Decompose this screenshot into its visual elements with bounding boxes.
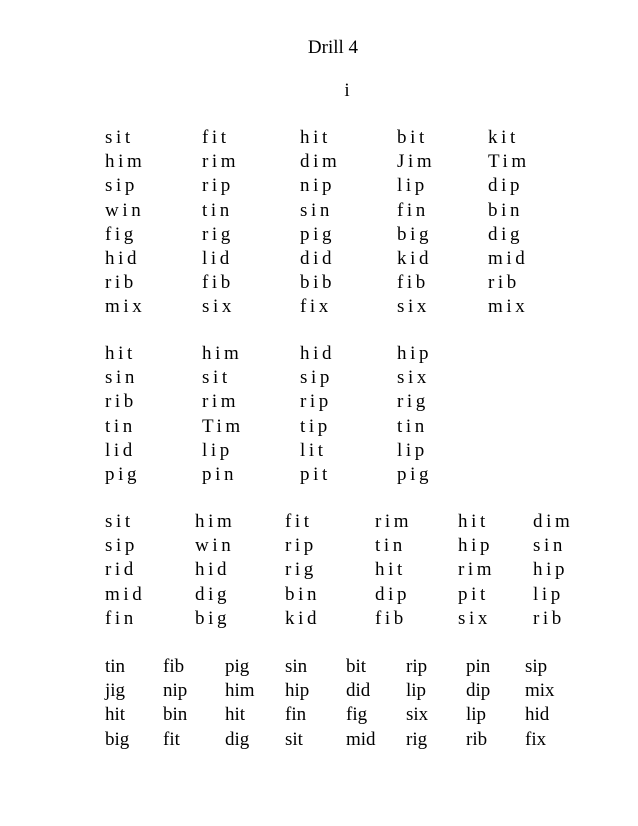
- word-cell: hit: [300, 127, 331, 148]
- word-cell: six: [397, 296, 430, 318]
- word-cell: fix: [300, 296, 332, 318]
- word-cell: sin: [300, 199, 333, 221]
- word-cell: rip: [285, 535, 317, 557]
- word-cell: fib: [202, 272, 234, 294]
- word-cell: big: [195, 607, 231, 629]
- word-cell: lip: [466, 704, 487, 726]
- word-cell: dip: [488, 175, 524, 197]
- word-cell: rim: [202, 151, 240, 173]
- word-cell: rib: [533, 607, 565, 629]
- word-cell: dip: [466, 680, 491, 702]
- word-cell: pit: [300, 463, 331, 485]
- word-cell: kid: [285, 607, 321, 629]
- vowel-heading: i: [344, 80, 350, 101]
- word-cell: hip: [397, 343, 433, 364]
- word-cell: him: [225, 680, 255, 702]
- word-cell: six: [458, 607, 491, 629]
- word-cell: bin: [488, 199, 524, 221]
- word-cell: fin: [397, 199, 429, 221]
- page-title: Drill 4: [307, 37, 359, 58]
- word-cell: rib: [105, 272, 137, 294]
- word-cell: fix: [525, 728, 547, 750]
- word-cell: fib: [163, 656, 185, 677]
- word-cell: tin: [105, 415, 136, 437]
- word-cell: rib: [488, 272, 520, 294]
- word-cell: mix: [488, 296, 529, 318]
- word-cell: mix: [105, 296, 146, 318]
- word-cell: hit: [458, 511, 489, 532]
- word-cell: fit: [202, 127, 230, 148]
- word-cell: him: [202, 343, 243, 364]
- word-cell: rim: [458, 559, 496, 581]
- word-cell: lip: [397, 175, 428, 197]
- word-cell: mid: [105, 583, 146, 605]
- word-cell: hit: [375, 559, 406, 581]
- word-cell: dig: [195, 583, 231, 605]
- word-cell: tin: [105, 656, 126, 677]
- word-cell: lip: [406, 680, 427, 702]
- word-cell: rip: [300, 391, 332, 413]
- word-cell: lip: [533, 583, 564, 605]
- word-cell: big: [397, 223, 433, 245]
- word-cell: sip: [525, 656, 548, 677]
- word-cell: sit: [105, 127, 134, 148]
- word-cell: fit: [163, 728, 180, 750]
- word-cell: did: [300, 247, 336, 269]
- word-cell: six: [202, 296, 235, 318]
- word-cell: tin: [375, 535, 406, 557]
- word-cell: nip: [163, 680, 188, 702]
- word-cell: rim: [202, 391, 240, 413]
- word-cell: sip: [300, 367, 333, 389]
- word-cell: nip: [300, 175, 336, 197]
- word-cell: rig: [202, 223, 234, 245]
- word-cell: sin: [285, 656, 308, 677]
- word-cell: mix: [525, 680, 555, 702]
- word-cell: lip: [397, 439, 428, 461]
- word-cell: Tim: [202, 415, 244, 437]
- word-cell: mid: [346, 728, 376, 750]
- word-cell: rid: [105, 559, 137, 581]
- word-cell: pin: [466, 656, 491, 677]
- word-cell: fib: [397, 272, 429, 294]
- word-cell: sit: [202, 367, 231, 389]
- word-cell: bib: [300, 272, 336, 294]
- word-cell: pig: [300, 223, 336, 245]
- word-cell: hid: [300, 343, 336, 364]
- word-cell: him: [195, 511, 236, 532]
- word-cell: lip: [202, 439, 233, 461]
- word-cell: hit: [105, 704, 126, 726]
- word-cell: fig: [346, 704, 368, 726]
- word-cell: hid: [195, 559, 231, 581]
- word-cell: Tim: [488, 151, 530, 173]
- word-cell: fin: [105, 607, 137, 629]
- word-cell: rip: [406, 656, 428, 677]
- word-cell: sit: [285, 728, 303, 750]
- word-cell: six: [406, 704, 429, 726]
- word-cell: win: [105, 199, 145, 221]
- word-cell: fig: [105, 223, 137, 245]
- word-cell: hit: [225, 704, 246, 726]
- word-cell: hit: [105, 343, 136, 364]
- word-cell: tip: [300, 415, 331, 437]
- word-cell: rip: [202, 175, 234, 197]
- word-cell: did: [346, 680, 371, 702]
- word-cell: dip: [375, 583, 411, 605]
- word-cell: mid: [488, 247, 529, 269]
- word-cell: hip: [458, 535, 494, 557]
- word-cell: rib: [105, 391, 137, 413]
- word-cell: pig: [397, 463, 433, 485]
- word-cell: sin: [533, 535, 566, 557]
- word-cell: jig: [105, 680, 126, 702]
- word-cell: rig: [285, 559, 317, 581]
- word-cell: Jim: [397, 151, 436, 173]
- word-cell: pit: [458, 583, 489, 605]
- word-cell: six: [397, 367, 430, 389]
- word-cell: hid: [105, 247, 141, 269]
- word-cell: bin: [163, 704, 188, 726]
- word-cell: win: [195, 535, 235, 557]
- word-cell: rig: [406, 728, 428, 750]
- word-cell: big: [105, 728, 130, 750]
- word-cell: fit: [285, 511, 313, 532]
- word-cell: hid: [525, 704, 550, 726]
- word-cell: hip: [533, 559, 569, 581]
- word-cell: fib: [375, 607, 407, 629]
- word-cell: kid: [397, 247, 433, 269]
- word-cell: kit: [488, 127, 519, 148]
- word-cell: sit: [105, 511, 134, 532]
- word-cell: bit: [397, 127, 428, 148]
- word-cell: him: [105, 151, 146, 173]
- word-cell: lid: [105, 439, 136, 461]
- word-cell: pig: [225, 656, 250, 677]
- word-cell: dig: [225, 728, 250, 750]
- word-cell: hip: [285, 680, 310, 702]
- word-cell: pig: [105, 463, 141, 485]
- word-cell: rib: [466, 728, 488, 750]
- word-cell: rig: [397, 391, 429, 413]
- word-cell: fin: [285, 704, 307, 726]
- word-cell: dim: [300, 151, 341, 173]
- word-cell: bin: [285, 583, 321, 605]
- word-cell: lit: [300, 439, 327, 461]
- word-cell: sip: [105, 535, 138, 557]
- word-cell: sip: [105, 175, 138, 197]
- word-cell: pin: [202, 463, 238, 485]
- word-cell: bit: [346, 656, 367, 677]
- word-cell: tin: [202, 199, 233, 221]
- word-cell: lid: [202, 247, 233, 269]
- word-cell: dig: [488, 223, 524, 245]
- word-cell: tin: [397, 415, 428, 437]
- word-cell: rim: [375, 511, 413, 532]
- word-cell: sin: [105, 367, 138, 389]
- word-cell: dim: [533, 511, 574, 532]
